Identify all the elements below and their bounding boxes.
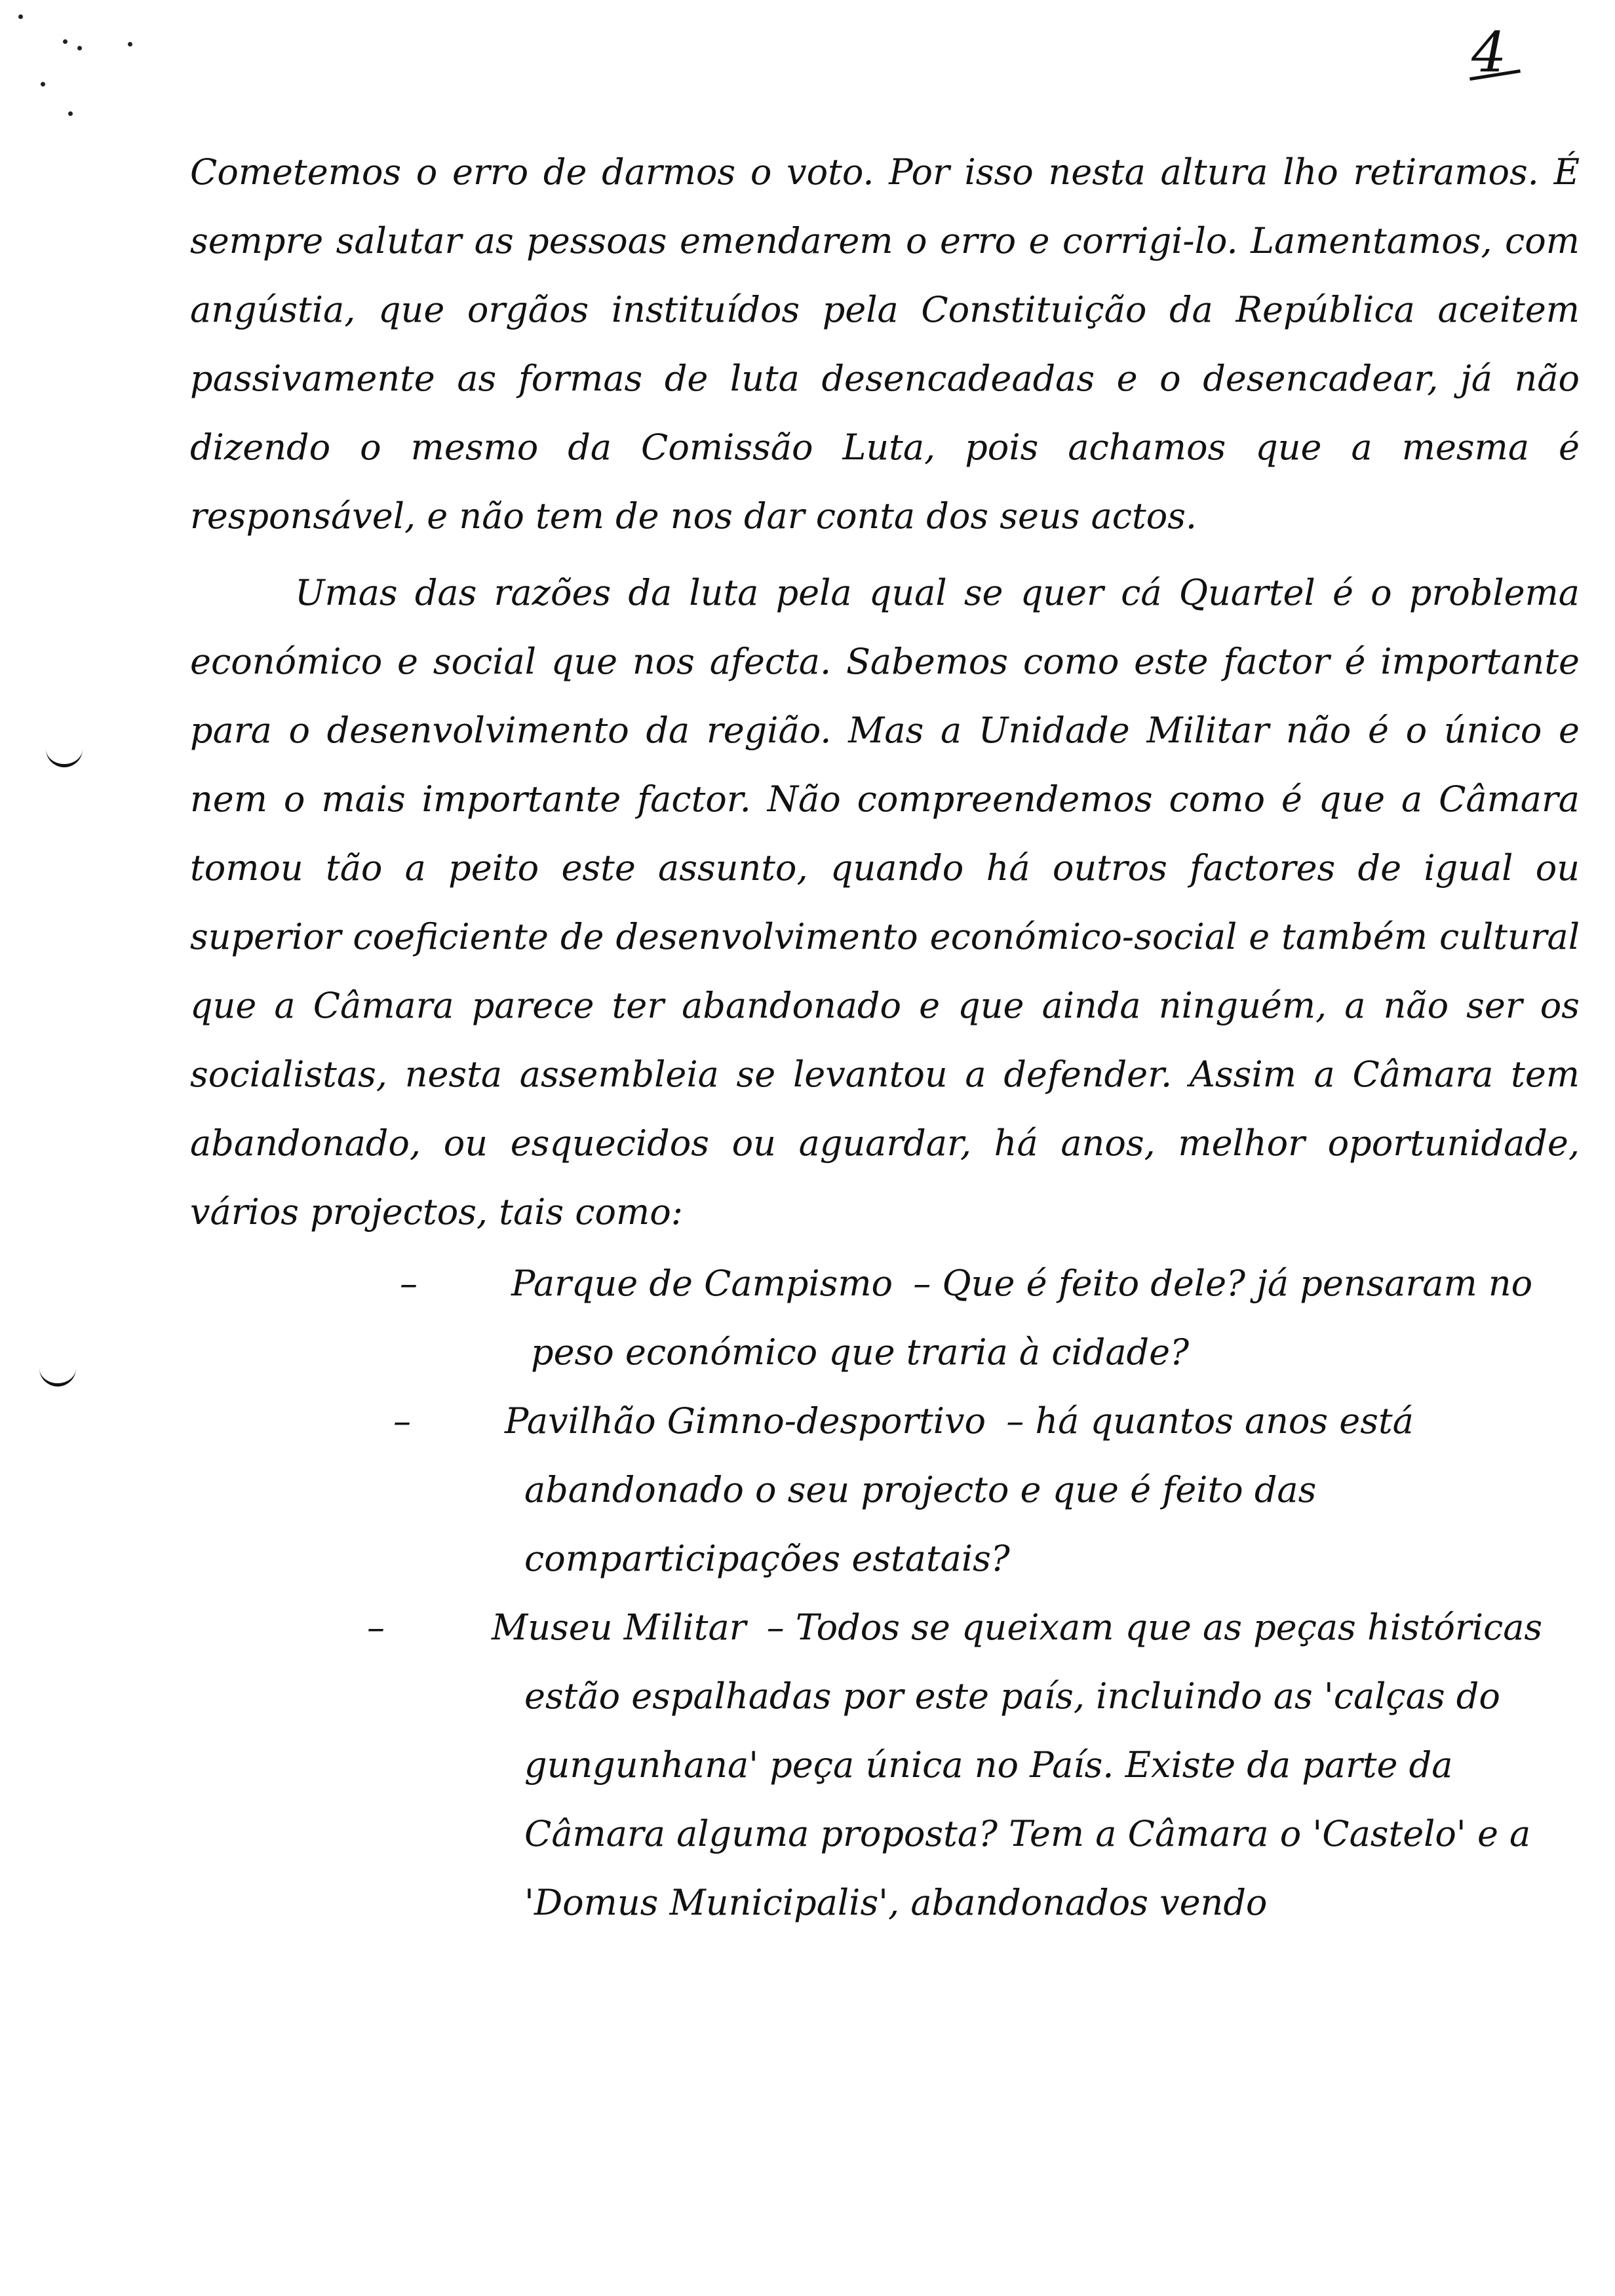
dash: –: [393, 1400, 411, 1442]
paragraph: Umas das razões da luta pela qual se quer cá Quartel é o problema económico e social que nos afecta. Sabemos como este factor é importante para o desenvolvimento da região. Mas a Unidade Militar não é o único e nem o mais importante factor. Não compreendemos como é que a Câmara tomou tão a peito este assunto, quando há outros factores de igual ou superior coeficiente de desenvolvimento económico-social e também cultural que a Câmara parece ter abandonado e que ainda ninguém, a não ser os socialistas, nesta assembleia se levantou a defender. Assim a Câmara tem abandonado, ou esquecidos ou aguardar, há anos, melhor oportunidade, vários projectos, tais como:: [190, 572, 1580, 1233]
project-list: [190, 1249, 1580, 1937]
list-item-text: há quantos anos está abandonado o seu projecto e que é feito das comparticipações estatais?: [524, 1400, 1414, 1579]
scan-speck: [18, 14, 23, 19]
letter-body: [190, 138, 1580, 1937]
margin-mark: [46, 747, 83, 767]
list-item-text: Que é feito dele? já pensaram no peso económico que traria à cidade?: [531, 1263, 1533, 1373]
dash: –: [400, 1263, 418, 1304]
list-item: [328, 1387, 1580, 1593]
page-number: 4: [1471, 20, 1507, 85]
scan-speck: [128, 42, 132, 47]
paragraph: Cometemos o erro de darmos o voto. Por isso nesta altura lho retiramos. É sempre salutar as pessoas emendarem o erro e corrigi-lo. Lamentamos, com angústia, que orgãos instituídos pela Constituição da República aceitem passivamente as formas de luta desencadeadas e o desencadear, já não dizendo o mesmo da Comissão Luta, pois achamos que a mesma é responsável, e não tem de nos dar conta dos seus actos.: [190, 151, 1580, 537]
list-item-text: Todos se queixam que as peças históricas estão espalhadas por este país, incluindo as 'calças do gungunhana' peça única no País. Existe da parte da Câmara alguma proposta? Tem a Câmara o 'Castelo' e a 'Domus Municipalis', abandonados vendo: [524, 1607, 1543, 1923]
list-item-label: Parque de Campismo: [511, 1263, 893, 1304]
scan-speck: [41, 82, 45, 86]
dash: –: [367, 1607, 385, 1648]
margin-mark: [39, 1366, 76, 1387]
list-item-label: Museu Militar: [492, 1607, 747, 1648]
list-item-label: Pavilhão Gimno-desportivo: [505, 1400, 986, 1442]
scan-speck: [77, 46, 82, 50]
scan-speck: [63, 39, 68, 44]
separator: –: [755, 1607, 796, 1648]
separator: –: [902, 1263, 943, 1304]
list-item: [334, 1249, 1580, 1387]
separator: –: [995, 1400, 1036, 1442]
list-item: [315, 1593, 1580, 1937]
scan-speck: [68, 111, 73, 116]
